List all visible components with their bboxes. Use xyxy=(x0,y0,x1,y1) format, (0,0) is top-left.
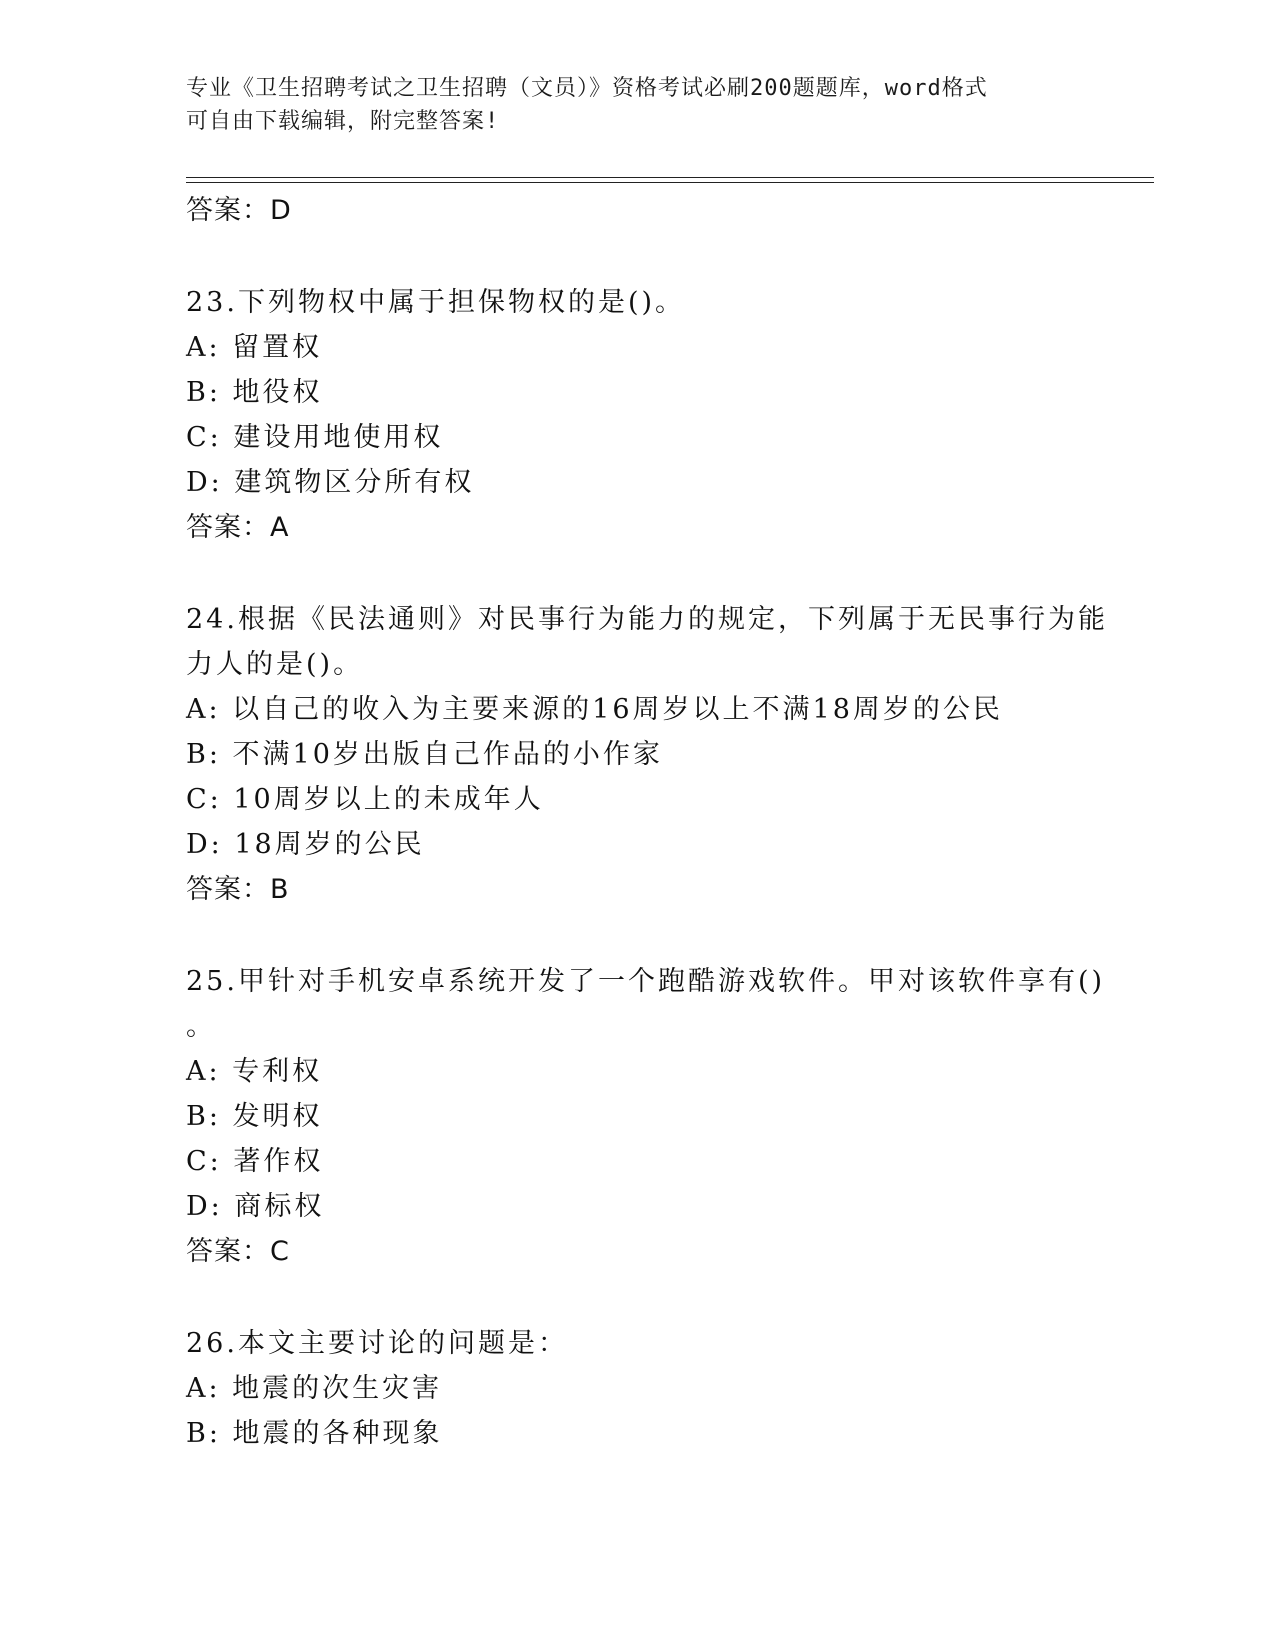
question-23 xyxy=(186,280,1086,550)
header-divider-top xyxy=(186,177,1154,178)
document-body xyxy=(186,188,1108,1456)
question-26 xyxy=(186,1321,1086,1456)
option-a: A: 专利权 xyxy=(186,1056,323,1087)
header-line-2: 可自由下载编辑，附完整答案! xyxy=(186,109,500,134)
question-stem: 24.根据《民法通则》对民事行为能力的规定，下列属于无民事行为能 xyxy=(186,604,1108,635)
header-line-1: 专业《卫生招聘考试之卫生招聘（文员）》资格考试必刷200题题库，word格式 xyxy=(186,76,988,101)
option-a: A: 以自己的收入为主要来源的16周岁以上不满18周岁的公民 xyxy=(186,694,1003,725)
document-header xyxy=(186,72,1066,138)
option-d: D: 建筑物区分所有权 xyxy=(186,467,475,498)
question-stem: 25.甲针对手机安卓系统开发了一个跑酷游戏软件。甲对该软件享有() xyxy=(186,966,1106,997)
option-c: C: 著作权 xyxy=(186,1146,324,1177)
header-divider-bottom xyxy=(186,182,1154,183)
option-c: C: 建设用地使用权 xyxy=(186,422,444,453)
previous-answer: 答案：D xyxy=(186,195,292,226)
option-b: B: 发明权 xyxy=(186,1101,323,1132)
question-stem: 23.下列物权中属于担保物权的是()。 xyxy=(186,287,686,318)
question-stem-continued: 力人的是()。 xyxy=(186,649,364,680)
question-25 xyxy=(186,959,1106,1274)
option-c: C: 10周岁以上的未成年人 xyxy=(186,784,544,815)
answer-line: 答案：C xyxy=(186,1236,290,1267)
option-b: B: 地震的各种现象 xyxy=(186,1418,443,1449)
question-stem: 26.本文主要讨论的问题是： xyxy=(186,1328,568,1359)
answer-line: 答案：B xyxy=(186,874,290,905)
option-d: D: 商标权 xyxy=(186,1191,325,1222)
question-stem-continued: 。 xyxy=(186,1011,216,1042)
answer-line: 答案：A xyxy=(186,512,290,543)
option-d: D: 18周岁的公民 xyxy=(186,829,425,860)
option-b: B: 地役权 xyxy=(186,377,323,408)
option-b: B: 不满10岁出版自己作品的小作家 xyxy=(186,739,663,770)
question-24 xyxy=(186,597,1108,912)
option-a: A: 地震的次生灾害 xyxy=(186,1373,443,1404)
option-a: A: 留置权 xyxy=(186,332,323,363)
